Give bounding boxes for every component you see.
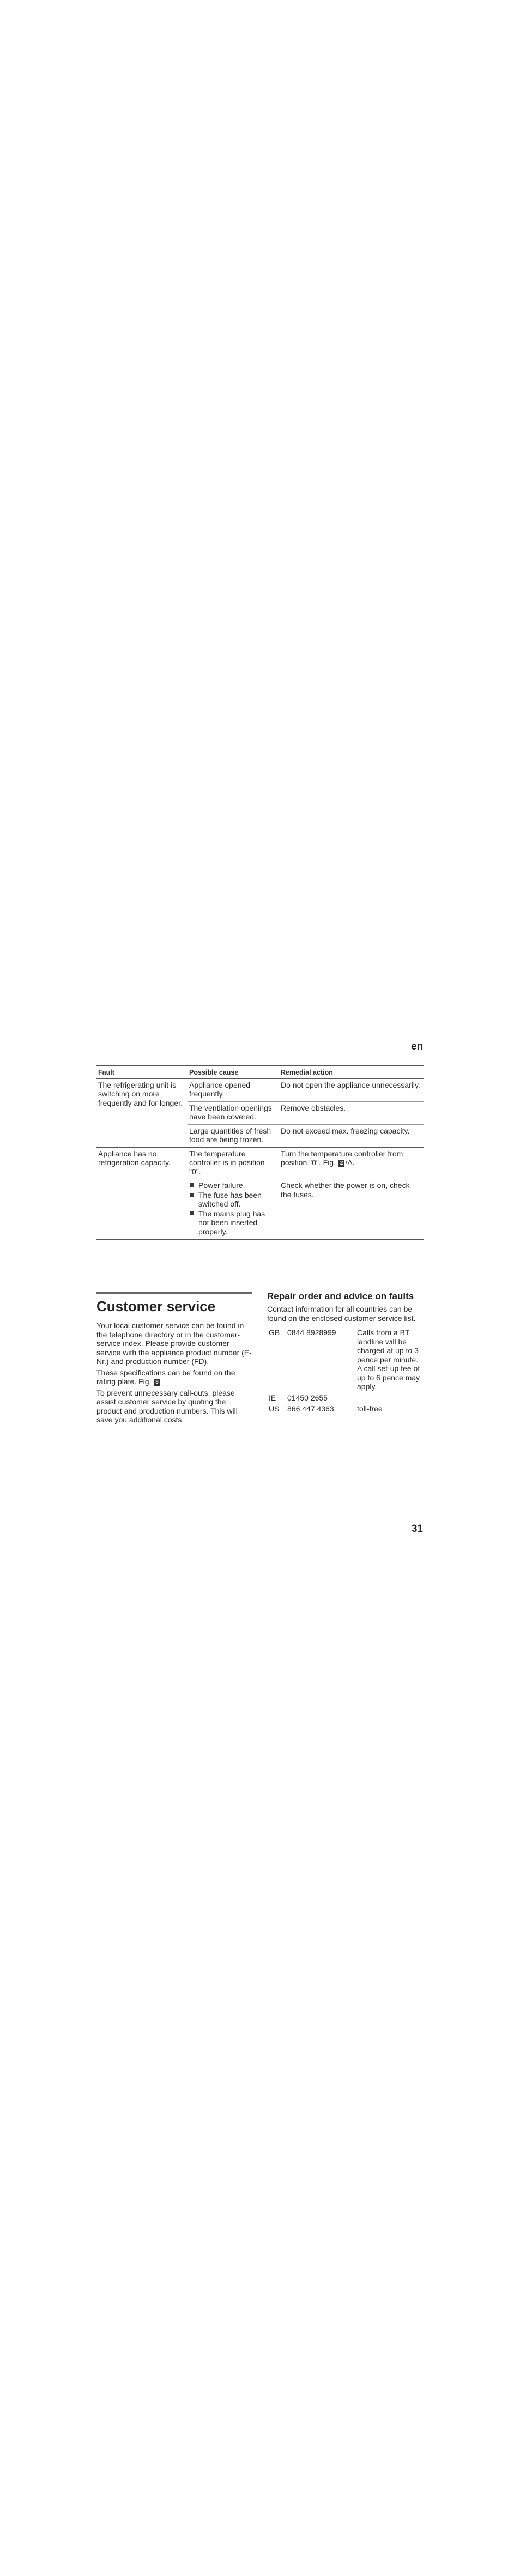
square-bullet-icon (190, 1193, 194, 1197)
cause-cell (188, 1179, 279, 1240)
country-code: US (269, 1404, 280, 1413)
repair-order-intro: Contact information for all countries can be found on the enclosed customer service list. (267, 1305, 416, 1323)
table-row (267, 1404, 424, 1416)
cause-cell: The temperature controller is in position "0". (188, 1147, 279, 1179)
table-row (267, 1328, 424, 1393)
cause-cell: Large quantities of fresh food are being frozen. (188, 1124, 279, 1147)
customer-service-paragraph: Your local customer service can be found in the telephone directory or in the customer-service index. Please provide customer service with the appliance product number (E-Nr.) and production number (FD). (96, 1321, 252, 1366)
country-code: IE (269, 1393, 276, 1402)
header-possible-cause: Possible cause (188, 1066, 279, 1079)
bullet-text: The mains plug has not been inserted properly. (198, 1209, 265, 1236)
table-row (96, 1078, 424, 1101)
remedy-cell (279, 1147, 424, 1179)
cause-cell: Appliance opened frequently. (188, 1078, 279, 1101)
header-fault: Fault (96, 1066, 188, 1079)
remedy-text-suffix: /A. (345, 1158, 355, 1167)
remedy-cell: Do not open the appliance unnecessarily. (279, 1078, 424, 1101)
language-label: en (411, 1041, 424, 1052)
square-bullet-icon (190, 1211, 194, 1215)
contact-note: Calls from a BT landline will be charged at up to 3 pence per minute. A call set-up fee of up to 6 pence may apply. (357, 1328, 420, 1391)
customer-service-title: Customer service (96, 1298, 216, 1314)
section-divider (96, 1292, 252, 1294)
table-row (267, 1393, 424, 1405)
remedy-cell: Remove obstacles. (279, 1101, 424, 1124)
fault-cell: The refrigerating unit is switching on more frequently and for longer. (96, 1078, 188, 1147)
customer-service-section (96, 1292, 252, 1427)
header-remedial-action: Remedial action (279, 1066, 424, 1079)
repair-order-section (267, 1291, 424, 1416)
phone-number: 01450 2655 (287, 1393, 328, 1402)
bullet-text: The fuse has been switched off. (198, 1190, 262, 1208)
figure-reference-badge: 8 (154, 1379, 160, 1386)
fault-cell: Appliance has no refrigeration capacity. (96, 1147, 188, 1240)
remedy-cell: Check whether the power is on, check the fuses. (279, 1179, 424, 1240)
list-item (189, 1209, 277, 1237)
country-code: GB (269, 1328, 280, 1337)
cause-cell: The ventilation openings have been covered. (188, 1101, 279, 1124)
table-row (96, 1147, 424, 1179)
customer-service-paragraph: To prevent unnecessary call-outs, please assist customer service by quoting the product and production numbers. This will save you additional costs. (96, 1388, 238, 1424)
list-item (189, 1191, 277, 1209)
remedy-text: Turn the temperature controller from position "0". Fig. (281, 1149, 403, 1167)
cause-bullet-list (189, 1181, 277, 1236)
square-bullet-icon (190, 1183, 194, 1187)
list-item (189, 1181, 277, 1190)
contact-note (355, 1393, 424, 1405)
phone-number: 866 447 4363 (287, 1404, 334, 1413)
customer-service-paragraph (96, 1368, 252, 1386)
contact-note: toll-free (357, 1404, 383, 1413)
remedy-cell: Do not exceed max. freezing capacity. (279, 1124, 424, 1147)
contact-table (267, 1328, 424, 1416)
figure-reference-badge: 2 (338, 1160, 345, 1167)
paragraph-text: These specifications can be found on the rating plate. Fig. (96, 1368, 235, 1386)
bullet-text: Power failure. (198, 1181, 245, 1190)
phone-number: 0844 8928999 (287, 1328, 336, 1337)
fault-table-header-row (96, 1066, 424, 1079)
repair-order-title: Repair order and advice on faults (267, 1291, 414, 1301)
page-number: 31 (411, 1523, 423, 1535)
fault-table (96, 1065, 424, 1240)
